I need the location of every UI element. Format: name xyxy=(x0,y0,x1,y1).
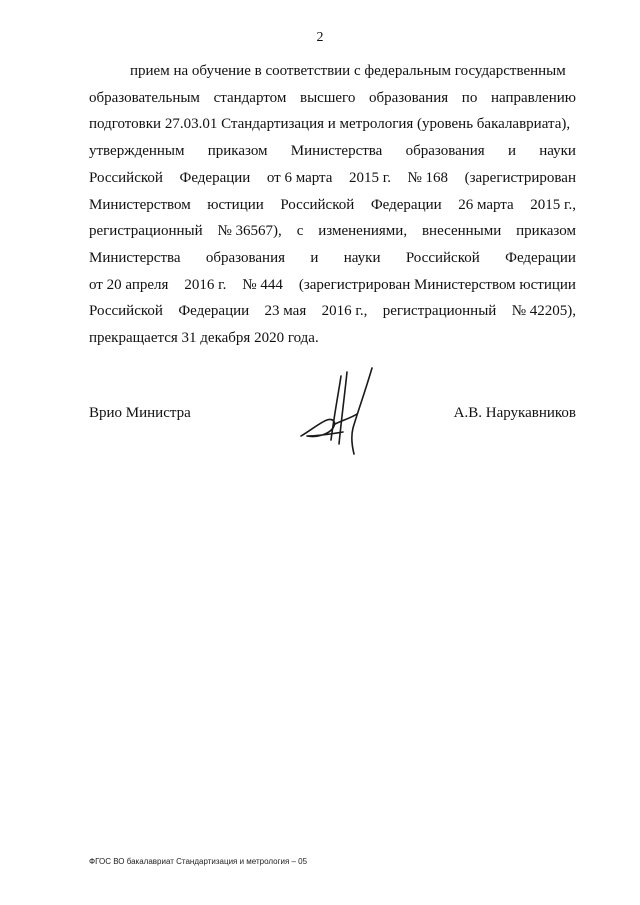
signatory-name: А.В. Нарукавников xyxy=(453,405,576,421)
text-segment: Федерации xyxy=(505,249,576,266)
text-segment: образовательным xyxy=(89,89,200,106)
body-line xyxy=(89,111,576,138)
text-segment: по xyxy=(461,89,478,106)
text-segment: науки xyxy=(539,143,576,160)
text-segment: Федерации xyxy=(178,303,250,320)
body-line xyxy=(89,325,576,352)
text-segment: 2016 г., xyxy=(321,303,368,320)
text-segment: Российской xyxy=(280,196,355,213)
text-segment: Федерации xyxy=(370,196,442,213)
handwritten-signature xyxy=(295,362,385,462)
body-line xyxy=(89,165,576,192)
text-segment: подготовки 27.03.01 Стандартизация и метрология (уровень бакалавриата), xyxy=(89,116,571,133)
text-segment: 2015 г., xyxy=(530,196,576,213)
text-segment: образования xyxy=(205,249,286,266)
text-segment: приказом xyxy=(207,143,268,160)
text-segment: прием на обучение в соответствии с федеральным государственным xyxy=(130,63,566,79)
text-segment: Министерства xyxy=(89,249,181,266)
text-segment: № 444 xyxy=(242,276,283,293)
text-segment: образования xyxy=(369,89,449,106)
text-segment: юстиции xyxy=(207,196,264,213)
text-segment: от 6 марта xyxy=(266,169,333,186)
page-number: 2 xyxy=(316,30,324,45)
document-body xyxy=(89,58,576,352)
text-segment: Российской xyxy=(405,249,480,266)
text-segment: № 168 xyxy=(407,169,449,186)
text-segment: Министерства xyxy=(290,143,383,160)
body-line xyxy=(89,192,576,219)
body-line xyxy=(89,85,576,112)
text-segment: стандартом xyxy=(213,89,287,106)
text-segment: (зарегистрирован Министерством юстиции xyxy=(298,276,576,293)
text-segment: изменениями, xyxy=(318,223,408,240)
text-segment: (зарегистрирован xyxy=(464,169,576,186)
text-segment: науки xyxy=(343,249,381,266)
body-line xyxy=(89,218,576,245)
text-segment: Российской xyxy=(89,169,163,186)
text-segment: Российской xyxy=(89,303,163,320)
body-line xyxy=(89,138,576,165)
text-segment: образования xyxy=(405,143,485,160)
text-segment: 2015 г. xyxy=(348,169,391,186)
signatory-title: Врио Министра xyxy=(89,405,191,421)
document-footer: ФГОС ВО бакалавриат Стандартизация и метрология – 05 xyxy=(89,857,308,866)
text-segment: утвержденным xyxy=(89,143,185,160)
text-segment: внесенными xyxy=(421,223,502,240)
text-segment: № 42205), xyxy=(511,303,576,320)
body-line xyxy=(89,58,576,85)
text-segment: прекращается 31 декабря 2020 года. xyxy=(89,330,319,347)
text-segment: 23 мая xyxy=(264,303,307,320)
body-line xyxy=(89,298,576,325)
text-segment: и xyxy=(310,249,319,266)
text-segment: направлению xyxy=(491,89,576,106)
text-segment: Министерством xyxy=(89,196,191,213)
body-line xyxy=(89,245,576,272)
text-segment: регистрационный xyxy=(89,223,203,240)
text-segment: № 36567), xyxy=(217,223,282,240)
text-segment: регистрационный xyxy=(382,303,497,320)
text-segment: Федерации xyxy=(179,169,251,186)
text-segment: от 20 апреля xyxy=(89,276,169,293)
text-segment: высшего xyxy=(300,89,356,106)
text-segment: приказом xyxy=(516,223,576,240)
text-segment: 26 марта xyxy=(458,196,514,213)
text-segment: и xyxy=(507,143,516,160)
body-line xyxy=(89,272,576,299)
text-segment: с xyxy=(296,223,304,240)
text-segment: 2016 г. xyxy=(184,276,227,293)
